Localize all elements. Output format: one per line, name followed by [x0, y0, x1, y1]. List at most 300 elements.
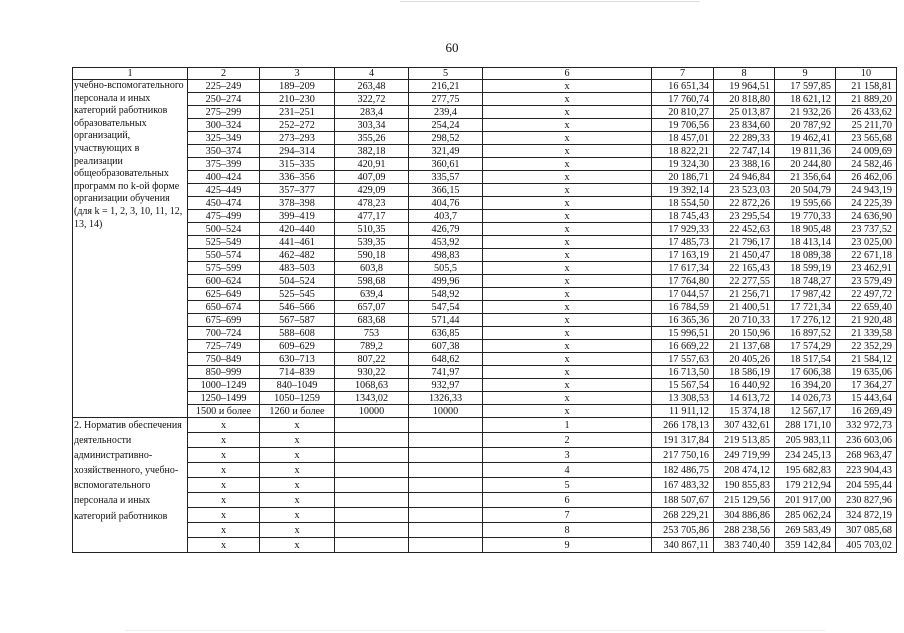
- table-cell: x: [483, 236, 652, 249]
- table-cell: 15 443,64: [836, 392, 897, 405]
- table-row: [73, 288, 897, 301]
- table-cell: 400–424: [188, 171, 260, 184]
- table-cell: 23 565,68: [836, 132, 897, 145]
- table-cell: x: [188, 478, 260, 493]
- table-cell: 3: [483, 448, 652, 463]
- table-cell: 14 026,73: [775, 392, 836, 405]
- table-cell: 404,76: [409, 197, 483, 210]
- table-cell: [409, 508, 483, 523]
- table-cell: 429,09: [335, 184, 409, 197]
- table-cell: 441–461: [260, 236, 335, 249]
- table-cell: x: [188, 448, 260, 463]
- table-cell: 17 163,19: [652, 249, 714, 262]
- table-row: [73, 106, 897, 119]
- table-cell: 357–377: [260, 184, 335, 197]
- table-cell: 216,21: [409, 80, 483, 93]
- table-cell: 18 554,50: [652, 197, 714, 210]
- table-cell: 21 796,17: [714, 236, 775, 249]
- table-cell: x: [260, 478, 335, 493]
- table-row: [73, 392, 897, 405]
- table-cell: 650–674: [188, 301, 260, 314]
- table-cell: 539,35: [335, 236, 409, 249]
- table-cell: x: [260, 448, 335, 463]
- table-cell: 550–574: [188, 249, 260, 262]
- table-cell: 14 613,72: [714, 392, 775, 405]
- table-cell: 1250–1499: [188, 392, 260, 405]
- table-cell: 288 238,56: [714, 523, 775, 538]
- table-cell: 403,7: [409, 210, 483, 223]
- table-cell: 648,62: [409, 353, 483, 366]
- header-cell: 3: [260, 68, 335, 80]
- table-cell: 4: [483, 463, 652, 478]
- table-row: [73, 478, 897, 493]
- table-cell: [409, 523, 483, 538]
- table-cell: 1343,02: [335, 392, 409, 405]
- table-cell: 21 932,26: [775, 106, 836, 119]
- table-cell: x: [260, 463, 335, 478]
- table-cell: 17 760,74: [652, 93, 714, 106]
- table-row: [73, 405, 897, 418]
- table-row: [73, 236, 897, 249]
- table-row: [73, 210, 897, 223]
- table-cell: 1068,63: [335, 379, 409, 392]
- table-cell: 547,54: [409, 301, 483, 314]
- table-cell: 366,15: [409, 184, 483, 197]
- table-cell: 475–499: [188, 210, 260, 223]
- table-row: [73, 119, 897, 132]
- table-cell: 360,61: [409, 158, 483, 171]
- table-row: [73, 171, 897, 184]
- table-cell: 325–349: [188, 132, 260, 145]
- table-cell: x: [483, 262, 652, 275]
- table-cell: 22 165,43: [714, 262, 775, 275]
- table-row: [73, 538, 897, 553]
- table-cell: 23 523,03: [714, 184, 775, 197]
- table-cell: 425–449: [188, 184, 260, 197]
- table-cell: 225–249: [188, 80, 260, 93]
- table-cell: 15 996,51: [652, 327, 714, 340]
- table-cell: 19 392,14: [652, 184, 714, 197]
- table-cell: x: [483, 106, 652, 119]
- table-cell: 315–335: [260, 158, 335, 171]
- table-cell: 19 324,30: [652, 158, 714, 171]
- table-cell: x: [260, 493, 335, 508]
- table-cell: 230 827,96: [836, 493, 897, 508]
- table-cell: x: [483, 340, 652, 353]
- table-cell: 399–419: [260, 210, 335, 223]
- table-cell: 179 212,94: [775, 478, 836, 493]
- table-cell: 304 886,86: [714, 508, 775, 523]
- table-cell: 21 256,71: [714, 288, 775, 301]
- table-cell: x: [483, 184, 652, 197]
- table-cell: 22 277,55: [714, 275, 775, 288]
- header-cell: 4: [335, 68, 409, 80]
- table-cell: 625–649: [188, 288, 260, 301]
- table-cell: 571,44: [409, 314, 483, 327]
- table-cell: 19 595,66: [775, 197, 836, 210]
- table-cell: 26 433,62: [836, 106, 897, 119]
- table-cell: 17 557,63: [652, 353, 714, 366]
- table-cell: 932,97: [409, 379, 483, 392]
- table-cell: 307 085,68: [836, 523, 897, 538]
- table-cell: x: [260, 508, 335, 523]
- table-cell: 23 462,91: [836, 262, 897, 275]
- table-row: [73, 249, 897, 262]
- table-cell: 636,85: [409, 327, 483, 340]
- table-cell: [409, 433, 483, 448]
- table-cell: 20 504,79: [775, 184, 836, 197]
- table-cell: 26 462,06: [836, 171, 897, 184]
- table-cell: 17 364,27: [836, 379, 897, 392]
- table-cell: 300–324: [188, 119, 260, 132]
- table-cell: x: [483, 301, 652, 314]
- table-cell: 20 244,80: [775, 158, 836, 171]
- table-cell: x: [483, 132, 652, 145]
- table-cell: x: [260, 418, 335, 433]
- table-cell: x: [260, 433, 335, 448]
- table-cell: 191 317,84: [652, 433, 714, 448]
- table-cell: 322,72: [335, 93, 409, 106]
- table-cell: 525–545: [260, 288, 335, 301]
- table-cell: 9: [483, 538, 652, 553]
- table-row: [73, 314, 897, 327]
- table-body: [73, 68, 897, 553]
- table-cell: 16 269,49: [836, 405, 897, 418]
- table-cell: 298,52: [409, 132, 483, 145]
- table-cell: 930,22: [335, 366, 409, 379]
- table-cell: 17 276,12: [775, 314, 836, 327]
- table-cell: 18 621,12: [775, 93, 836, 106]
- table-cell: 190 855,83: [714, 478, 775, 493]
- table-cell: 285 062,24: [775, 508, 836, 523]
- table-cell: 17 764,80: [652, 275, 714, 288]
- table-cell: x: [188, 493, 260, 508]
- table-cell: 714–839: [260, 366, 335, 379]
- table-cell: 17 485,73: [652, 236, 714, 249]
- table-cell: 23 388,16: [714, 158, 775, 171]
- header-cell: 7: [652, 68, 714, 80]
- table-cell: 382,18: [335, 145, 409, 158]
- table-cell: 231–251: [260, 106, 335, 119]
- table-cell: 505,5: [409, 262, 483, 275]
- table-cell: [335, 538, 409, 553]
- table-cell: x: [483, 275, 652, 288]
- table-cell: 18 089,38: [775, 249, 836, 262]
- table-cell: 375–399: [188, 158, 260, 171]
- table-cell: [409, 463, 483, 478]
- table-cell: 1260 и более: [260, 405, 335, 418]
- table-cell: [409, 448, 483, 463]
- table-cell: x: [483, 210, 652, 223]
- table-cell: 10000: [409, 405, 483, 418]
- table-cell: 17 987,42: [775, 288, 836, 301]
- table-row: [73, 93, 897, 106]
- table-cell: 1000–1249: [188, 379, 260, 392]
- table-cell: 6: [483, 493, 652, 508]
- table-cell: 21 339,58: [836, 327, 897, 340]
- table-cell: 600–624: [188, 275, 260, 288]
- table-cell: 20 818,80: [714, 93, 775, 106]
- table-cell: 17 597,85: [775, 80, 836, 93]
- table-cell: 18 586,19: [714, 366, 775, 379]
- table-cell: 22 872,26: [714, 197, 775, 210]
- table-cell: 17 606,38: [775, 366, 836, 379]
- table-cell: 23 834,60: [714, 119, 775, 132]
- table-cell: 639,4: [335, 288, 409, 301]
- table-cell: 18 748,27: [775, 275, 836, 288]
- table-cell: 19 770,33: [775, 210, 836, 223]
- table-row: [73, 184, 897, 197]
- table-row: [73, 448, 897, 463]
- table-cell: 24 009,69: [836, 145, 897, 158]
- table-cell: 268 229,21: [652, 508, 714, 523]
- table-cell: 332 972,73: [836, 418, 897, 433]
- table-cell: [335, 508, 409, 523]
- table-cell: 25 013,87: [714, 106, 775, 119]
- table-cell: 236 603,06: [836, 433, 897, 448]
- table-cell: x: [483, 119, 652, 132]
- table-row: [73, 158, 897, 171]
- table-cell: x: [483, 80, 652, 93]
- table-cell: x: [483, 249, 652, 262]
- table-cell: x: [188, 433, 260, 448]
- table-cell: x: [483, 145, 652, 158]
- table-cell: 741,97: [409, 366, 483, 379]
- table-cell: 725–749: [188, 340, 260, 353]
- table-cell: x: [483, 327, 652, 340]
- table-cell: x: [483, 158, 652, 171]
- table-cell: 21 400,51: [714, 301, 775, 314]
- table-cell: 420,91: [335, 158, 409, 171]
- table-cell: 16 669,22: [652, 340, 714, 353]
- table-cell: 8: [483, 523, 652, 538]
- header-row: [73, 68, 897, 80]
- table-cell: 16 897,52: [775, 327, 836, 340]
- table-cell: [409, 538, 483, 553]
- table-cell: 321,49: [409, 145, 483, 158]
- table-cell: 19 964,51: [714, 80, 775, 93]
- table-cell: 288 171,10: [775, 418, 836, 433]
- table-cell: 453,92: [409, 236, 483, 249]
- table-cell: [409, 493, 483, 508]
- table-cell: 15 567,54: [652, 379, 714, 392]
- table-cell: 19 706,56: [652, 119, 714, 132]
- table-cell: 525–549: [188, 236, 260, 249]
- table-cell: 23 579,49: [836, 275, 897, 288]
- table-cell: 22 659,40: [836, 301, 897, 314]
- table-cell: 750–849: [188, 353, 260, 366]
- table-cell: 22 452,63: [714, 223, 775, 236]
- table-cell: 24 636,90: [836, 210, 897, 223]
- table-cell: 303,34: [335, 119, 409, 132]
- table-cell: 16 440,92: [714, 379, 775, 392]
- table-cell: 210–230: [260, 93, 335, 106]
- table-row: [73, 379, 897, 392]
- table-cell: 10000: [335, 405, 409, 418]
- table-cell: 588–608: [260, 327, 335, 340]
- table-cell: 275–299: [188, 106, 260, 119]
- table-cell: 850–999: [188, 366, 260, 379]
- table-row: [73, 301, 897, 314]
- table-row: [73, 523, 897, 538]
- table-cell: 450–474: [188, 197, 260, 210]
- table-cell: 277,75: [409, 93, 483, 106]
- table-cell: 249 719,99: [714, 448, 775, 463]
- table-cell: 609–629: [260, 340, 335, 353]
- standards-table: [72, 67, 897, 553]
- table-cell: 283,4: [335, 106, 409, 119]
- table-cell: [335, 478, 409, 493]
- table-cell: 16 713,50: [652, 366, 714, 379]
- table-cell: 378–398: [260, 197, 335, 210]
- table-cell: 23 737,52: [836, 223, 897, 236]
- table-cell: 182 486,75: [652, 463, 714, 478]
- table-cell: 205 983,11: [775, 433, 836, 448]
- table-cell: 252–272: [260, 119, 335, 132]
- table-cell: 477,17: [335, 210, 409, 223]
- table-cell: 383 740,40: [714, 538, 775, 553]
- table-cell: 195 682,83: [775, 463, 836, 478]
- header-cell: 9: [775, 68, 836, 80]
- table-cell: 340 867,11: [652, 538, 714, 553]
- table-cell: 21 450,47: [714, 249, 775, 262]
- table-row: [73, 145, 897, 158]
- table-cell: x: [188, 418, 260, 433]
- table-row: [73, 463, 897, 478]
- table-cell: 266 178,13: [652, 418, 714, 433]
- table-cell: 500–524: [188, 223, 260, 236]
- table-cell: x: [188, 523, 260, 538]
- table-cell: x: [483, 405, 652, 418]
- table-cell: [409, 418, 483, 433]
- table-cell: 350–374: [188, 145, 260, 158]
- table-cell: 273–293: [260, 132, 335, 145]
- table-cell: 223 904,43: [836, 463, 897, 478]
- table-cell: x: [483, 93, 652, 106]
- table-cell: 683,68: [335, 314, 409, 327]
- table-cell: 250–274: [188, 93, 260, 106]
- table-cell: 24 943,19: [836, 184, 897, 197]
- table-row: [73, 80, 897, 93]
- table-cell: 335,57: [409, 171, 483, 184]
- table-cell: 567–587: [260, 314, 335, 327]
- table-row: [73, 433, 897, 448]
- table-cell: 603,8: [335, 262, 409, 275]
- table-cell: 253 705,86: [652, 523, 714, 538]
- table-cell: 630–713: [260, 353, 335, 366]
- table-cell: 24 946,84: [714, 171, 775, 184]
- table-cell: 590,18: [335, 249, 409, 262]
- table-cell: 17 929,33: [652, 223, 714, 236]
- table-cell: 1: [483, 418, 652, 433]
- table-cell: 20 150,96: [714, 327, 775, 340]
- table-cell: 575–599: [188, 262, 260, 275]
- header-cell: 5: [409, 68, 483, 80]
- category-cell: 2. Норматив обеспечения деятельности административно-хозяйственного, учебно-вспомогательного персонала и иных категорий работников: [73, 418, 188, 553]
- table-cell: 217 750,16: [652, 448, 714, 463]
- header-cell: 2: [188, 68, 260, 80]
- table-row: [73, 418, 897, 433]
- header-cell: 8: [714, 68, 775, 80]
- table-cell: [335, 448, 409, 463]
- table-cell: 499,96: [409, 275, 483, 288]
- table-cell: 23 025,00: [836, 236, 897, 249]
- table-cell: 188 507,67: [652, 493, 714, 508]
- header-cell: 1: [73, 68, 188, 80]
- table-cell: 189–209: [260, 80, 335, 93]
- table-cell: 840–1049: [260, 379, 335, 392]
- table-cell: [409, 478, 483, 493]
- table-cell: 21 889,20: [836, 93, 897, 106]
- table-cell: 21 137,68: [714, 340, 775, 353]
- table-cell: 20 710,33: [714, 314, 775, 327]
- table-cell: x: [483, 223, 652, 236]
- table-cell: 504–524: [260, 275, 335, 288]
- table-cell: 21 584,12: [836, 353, 897, 366]
- table-cell: 22 497,72: [836, 288, 897, 301]
- table-cell: 18 599,19: [775, 262, 836, 275]
- table-cell: 17 617,34: [652, 262, 714, 275]
- table-cell: 268 963,47: [836, 448, 897, 463]
- table-cell: 18 413,14: [775, 236, 836, 249]
- table-cell: x: [188, 508, 260, 523]
- category-cell: учебно-вспомогательного персонала и иных категорий работников образовательных организаций, участвующих в реализации общеобразовательных программ по k-ой форме организации обучения (для k = 1, 2, 3, 10, 11, 12, 13, 14): [73, 80, 188, 418]
- table-cell: 18 905,48: [775, 223, 836, 236]
- table-cell: 16 784,59: [652, 301, 714, 314]
- table-cell: 359 142,84: [775, 538, 836, 553]
- table-cell: 204 595,44: [836, 478, 897, 493]
- table-cell: x: [483, 366, 652, 379]
- table-cell: 16 365,36: [652, 314, 714, 327]
- table-cell: 21 920,48: [836, 314, 897, 327]
- table-cell: 25 211,70: [836, 119, 897, 132]
- table-cell: 324 872,19: [836, 508, 897, 523]
- table-cell: 546–566: [260, 301, 335, 314]
- table-cell: 510,35: [335, 223, 409, 236]
- table-cell: 254,24: [409, 119, 483, 132]
- table-cell: 22 289,33: [714, 132, 775, 145]
- table-cell: 1326,33: [409, 392, 483, 405]
- table-cell: 263,48: [335, 80, 409, 93]
- top-rule: [400, 1, 700, 2]
- table-cell: 336–356: [260, 171, 335, 184]
- table-cell: 17 574,29: [775, 340, 836, 353]
- table-cell: x: [188, 463, 260, 478]
- table-cell: x: [483, 314, 652, 327]
- table-cell: 208 474,12: [714, 463, 775, 478]
- table-cell: 5: [483, 478, 652, 493]
- table-cell: 483–503: [260, 262, 335, 275]
- table-cell: 598,68: [335, 275, 409, 288]
- table-cell: 498,83: [409, 249, 483, 262]
- table-cell: [335, 433, 409, 448]
- table-cell: x: [483, 353, 652, 366]
- table-cell: 17 044,57: [652, 288, 714, 301]
- table-cell: 21 158,81: [836, 80, 897, 93]
- table-cell: 20 787,92: [775, 119, 836, 132]
- table-cell: 17 721,34: [775, 301, 836, 314]
- table-cell: 16 394,20: [775, 379, 836, 392]
- table-cell: 13 308,53: [652, 392, 714, 405]
- table-cell: 269 583,49: [775, 523, 836, 538]
- table-cell: 2: [483, 433, 652, 448]
- table-cell: 22 747,14: [714, 145, 775, 158]
- table-cell: x: [260, 538, 335, 553]
- bottom-rule: [125, 630, 825, 631]
- table-row: [73, 262, 897, 275]
- table-cell: 19 811,36: [775, 145, 836, 158]
- table-row: [73, 327, 897, 340]
